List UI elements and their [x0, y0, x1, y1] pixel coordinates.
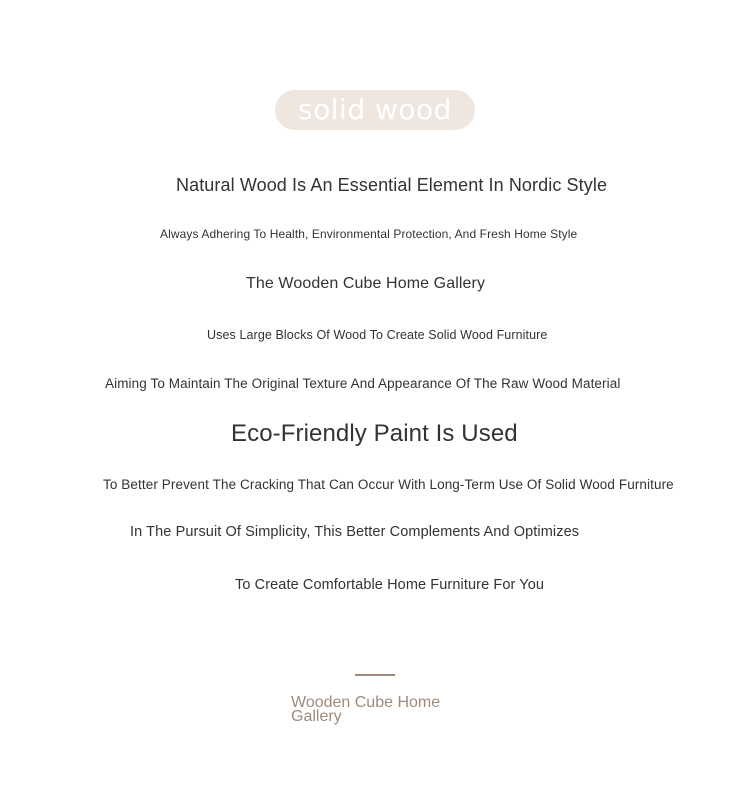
solid-wood-badge — [275, 90, 475, 130]
badge-label: solid wood — [298, 93, 452, 126]
blocks-text: Uses Large Blocks Of Wood To Create Solid Wood Furniture — [207, 328, 548, 342]
texture-text: Aiming To Maintain The Original Texture And Appearance Of The Raw Wood Material — [105, 376, 621, 391]
paint-heading: Eco-Friendly Paint Is Used — [231, 420, 518, 447]
comfort-text: To Create Comfortable Home Furniture For You — [235, 577, 545, 593]
cracking-text: To Better Prevent The Cracking That Can Occur With Long-Term Use Of Solid Wood Furniture — [103, 477, 674, 492]
simplicity-text: In The Pursuit Of Simplicity, This Better Complements And Optimizes — [130, 524, 580, 540]
subheading: Always Adhering To Health, Environmental Protection, And Fresh Home Style — [160, 227, 578, 241]
footer-brand: Wooden Cube Home Gallery — [291, 694, 441, 725]
main-heading: Natural Wood Is An Essential Element In Nordic Style — [176, 175, 608, 195]
gallery-title: The Wooden Cube Home Gallery — [246, 275, 486, 292]
footer-divider — [355, 674, 395, 676]
